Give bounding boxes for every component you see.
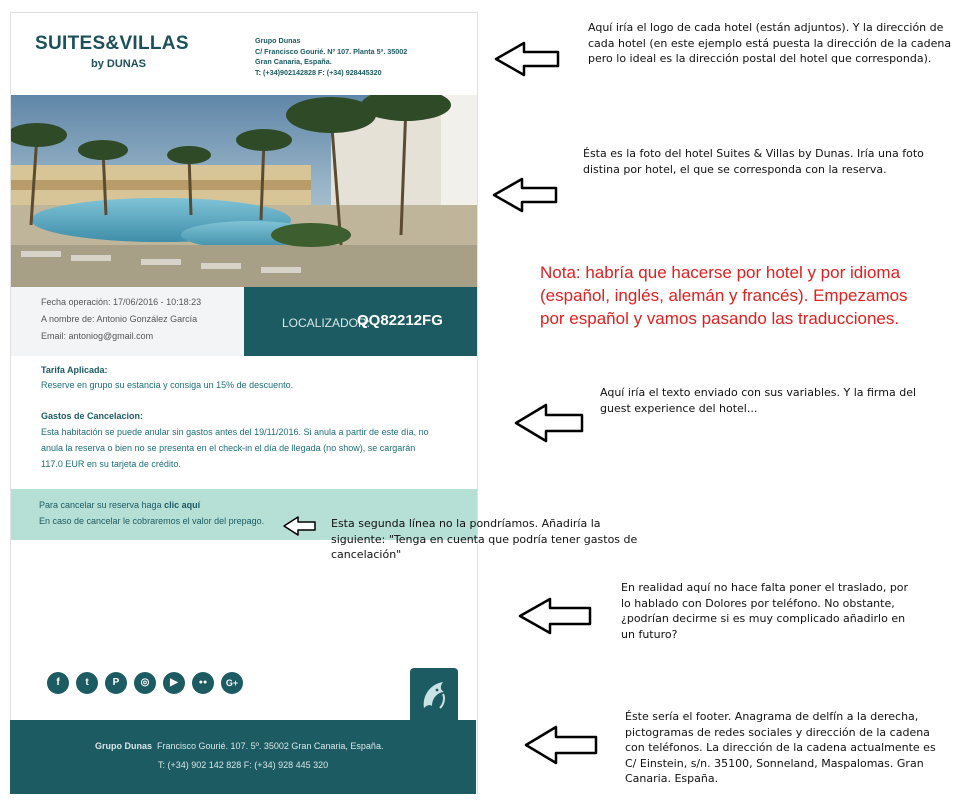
booking-info <box>11 287 477 356</box>
arrow-left-icon <box>492 176 560 214</box>
note-line: C/ Einstein, s/n. 35100, Sonneland, Maspalomas. Gran <box>625 756 924 770</box>
email-footer <box>10 720 476 794</box>
cancel-prefix: Para cancelar su reserva haga <box>39 500 165 510</box>
gastos-line: Esta habitación se puede anular sin gastos antes del 19/11/2016. Si anula a partir de este día, no <box>41 427 429 437</box>
locator-label: LOCALIZADOR: <box>282 316 371 330</box>
address-line: Grupo Dunas <box>255 36 301 45</box>
note-line: pictogramas de redes sociales y dirección de la cadena <box>625 725 930 739</box>
note-line: Aquí iría el texto enviado con sus variables. Y la firma del <box>600 386 917 399</box>
locator-panel <box>244 287 477 356</box>
note-line: Éste sería el footer. Anagrama de delfín a la derecha, <box>625 710 919 723</box>
note-line: cancelación" <box>331 548 402 561</box>
footer-phones: T: (+34) 902 142 828 F: (+34) 928 445 320 <box>158 760 329 770</box>
guest-name: A nombre de: Antonio González García <box>41 314 198 324</box>
booking-details <box>11 287 244 356</box>
footer-company: Grupo Dunas <box>95 741 153 751</box>
note-line: pero lo ideal es la dirección postal del hotel que corresponda). <box>588 52 932 65</box>
dolphin-logo <box>410 668 458 722</box>
arrow-left-icon <box>518 596 594 636</box>
pinterest-icon[interactable]: P <box>105 672 127 694</box>
hotel-logo-sub: by DUNAS <box>91 58 147 70</box>
note-text <box>600 385 916 416</box>
note-line: siguiente: "Tenga en cuenta que podría tener gastos de <box>331 532 638 546</box>
note-transfer <box>621 580 908 642</box>
operation-date: Fecha operación: 17/06/2016 - 10:18:23 <box>41 297 202 307</box>
youtube-icon[interactable]: ▶ <box>163 672 185 694</box>
note-line: (español, inglés, alemán y francés). Empezamos <box>540 286 908 305</box>
note-line: ¿podrían decirme si es muy complicado añadirlo en <box>621 612 906 625</box>
arrow-left-icon <box>514 402 586 444</box>
note-logo <box>588 20 951 67</box>
note-line: Esta segunda línea no la pondríamos. Añadiría la <box>331 517 601 530</box>
note-line: Aquí iría el logo de cada hotel (están adjuntos). Y la dirección de <box>588 21 944 34</box>
note-line: En realidad aquí no hace falta poner el traslado, por <box>621 581 909 594</box>
hotel-photo <box>11 95 477 287</box>
tarifa-title: Tarifa Aplicada: <box>41 365 108 375</box>
cancel-link[interactable]: clic aquí <box>164 500 201 510</box>
note-line: con teléfonos. La dirección de la cadena actualmente es <box>625 741 936 754</box>
header-address <box>255 36 407 78</box>
hotel-logo: SUITES&VILLAS <box>35 33 189 54</box>
footer-address: Francisco Gourié. 107. 5º. 35002 Gran Canaria, España. <box>157 741 384 751</box>
note-second-line <box>331 516 637 563</box>
footer-address-line <box>95 741 383 751</box>
note-line: lo hablado con Dolores por teléfono. No obstante, <box>621 596 895 610</box>
arrow-left-icon <box>524 724 600 766</box>
gastos-line: 117.0 EUR en su tarjeta de crédito. <box>41 459 181 469</box>
note-line: cada hotel (en este ejemplo está puesta la dirección de la cadena <box>588 36 952 50</box>
note-line: Ésta es la foto del hotel Suites & Villas by Dunas. Iría una foto <box>583 147 924 160</box>
note-line: por español y vamos pasando las traducciones. <box>540 309 900 328</box>
note-line: Nota: habría que hacerse por hotel y por idioma <box>540 263 901 282</box>
note-line: un futuro? <box>621 627 678 641</box>
email-header <box>11 12 477 96</box>
gastos-title: Gastos de Cancelacion: <box>41 411 144 421</box>
hotel-photo-image <box>11 95 477 287</box>
flickr-icon[interactable]: ●● <box>192 672 214 694</box>
address-line: C/ Francisco Gourié. Nº 107. Planta 5ª. 35002 <box>255 46 408 56</box>
google-plus-icon[interactable]: G+ <box>221 672 243 694</box>
facebook-icon[interactable]: f <box>47 672 69 694</box>
cancel-line-2: En caso de cancelar le cobraremos el valor del prepago. <box>39 516 265 526</box>
tarifa-text: Reserve en grupo su estancia y consiga un 15% de descuento. <box>41 380 294 390</box>
gastos-line: anula la reserva o bien no se presenta en el check-in el día de llegada (no show), se cargarán <box>41 443 416 453</box>
cancel-line-1 <box>39 500 200 510</box>
note-line: guest experience del hotel... <box>600 401 758 415</box>
dolphin-icon <box>410 668 458 722</box>
twitter-icon[interactable]: t <box>76 672 98 694</box>
note-photo <box>583 146 924 177</box>
note-line: Canaria. España. <box>625 772 719 785</box>
instagram-icon[interactable]: ◎ <box>134 672 156 694</box>
arrow-left-icon <box>494 40 562 78</box>
locator-code: QQ82212FG <box>357 312 443 329</box>
note-line: distina por hotel, el que se corresponda con la reserva. <box>583 162 887 176</box>
note-footer <box>625 709 936 787</box>
address-line: T: (+34)902142828 F: (+34) 928445320 <box>255 67 382 77</box>
address-line: Gran Canaria, España. <box>255 57 332 66</box>
arrow-left-icon <box>282 515 318 537</box>
guest-email: Email: antoniog@gmail.com <box>41 331 154 341</box>
note-translation <box>540 261 908 330</box>
